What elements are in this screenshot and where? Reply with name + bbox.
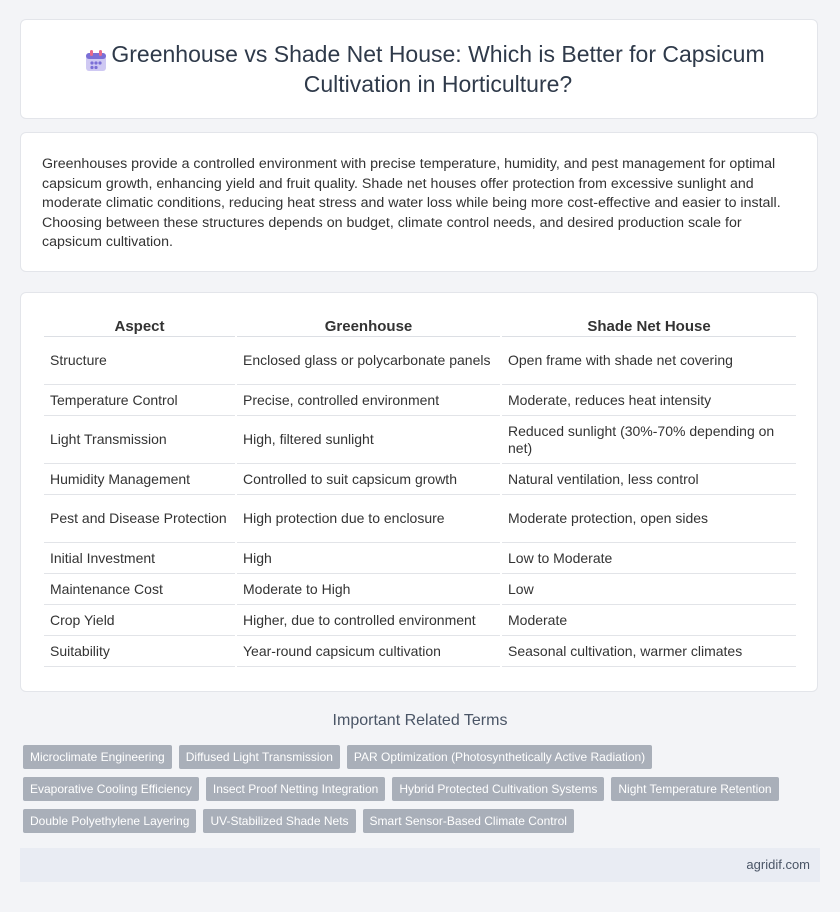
intro-card — [20, 132, 818, 272]
comparison-table — [42, 316, 798, 667]
table-row — [44, 464, 796, 495]
term-tag[interactable]: Evaporative Cooling Efficiency — [23, 777, 199, 801]
footer-site-link[interactable]: agridif.com — [746, 857, 810, 872]
cell-shade-net-house: Moderate — [502, 605, 796, 636]
column-header-greenhouse: Greenhouse — [237, 316, 500, 337]
footer-bar — [20, 848, 820, 882]
cell-aspect: Crop Yield — [44, 605, 235, 636]
table-row — [44, 385, 796, 416]
table-row — [44, 495, 796, 543]
cell-shade-net-house: Low to Moderate — [502, 543, 796, 574]
cell-greenhouse: Enclosed glass or polycarbonate panels — [237, 337, 500, 385]
table-row — [44, 543, 796, 574]
header-card — [20, 19, 818, 119]
cell-aspect: Pest and Disease Protection — [44, 495, 235, 543]
cell-shade-net-house: Natural ventilation, less control — [502, 464, 796, 495]
term-tag[interactable]: Hybrid Protected Cultivation Systems — [392, 777, 604, 801]
cell-greenhouse: High — [237, 543, 500, 574]
cell-aspect: Maintenance Cost — [44, 574, 235, 605]
term-tag[interactable]: Diffused Light Transmission — [179, 745, 340, 769]
cell-aspect: Humidity Management — [44, 464, 235, 495]
cell-greenhouse: Year-round capsicum cultivation — [237, 636, 500, 667]
cell-greenhouse: Higher, due to controlled environment — [237, 605, 500, 636]
term-tag[interactable]: Smart Sensor-Based Climate Control — [363, 809, 574, 833]
cell-shade-net-house: Moderate, reduces heat intensity — [502, 385, 796, 416]
cell-greenhouse: High, filtered sunlight — [237, 416, 500, 464]
cell-aspect: Suitability — [44, 636, 235, 667]
cell-shade-net-house: Seasonal cultivation, warmer climates — [502, 636, 796, 667]
cell-greenhouse: Precise, controlled environment — [237, 385, 500, 416]
cell-greenhouse: Moderate to High — [237, 574, 500, 605]
cell-shade-net-house: Moderate protection, open sides — [502, 495, 796, 543]
column-header-aspect: Aspect — [44, 316, 235, 337]
table-row — [44, 574, 796, 605]
cell-aspect: Initial Investment — [44, 543, 235, 574]
related-terms-list — [23, 745, 803, 833]
table-row — [44, 416, 796, 464]
term-tag[interactable]: Night Temperature Retention — [611, 777, 778, 801]
term-tag[interactable]: UV-Stabilized Shade Nets — [203, 809, 355, 833]
related-terms-title: Important Related Terms — [332, 712, 508, 729]
table-row — [44, 605, 796, 636]
cell-aspect: Structure — [44, 337, 235, 385]
table-row — [44, 337, 796, 385]
table-header-row — [44, 316, 796, 337]
cell-aspect: Temperature Control — [44, 385, 235, 416]
cell-greenhouse: Controlled to suit capsicum growth — [237, 464, 500, 495]
term-tag[interactable]: PAR Optimization (Photosynthetically Active Radiation) — [347, 745, 652, 769]
cell-shade-net-house: Low — [502, 574, 796, 605]
cell-shade-net-house: Open frame with shade net covering — [502, 337, 796, 385]
term-tag[interactable]: Double Polyethylene Layering — [23, 809, 196, 833]
cell-shade-net-house: Reduced sunlight (30%-70% depending on net) — [502, 416, 796, 464]
cell-aspect: Light Transmission — [44, 416, 235, 464]
page-title: Greenhouse vs Shade Net House: Which is Better for Capsicum Cultivation in Horticulture? — [111, 41, 765, 97]
comparison-card — [20, 292, 818, 692]
cell-greenhouse: High protection due to enclosure — [237, 495, 500, 543]
term-tag[interactable]: Microclimate Engineering — [23, 745, 172, 769]
table-row — [44, 636, 796, 667]
term-tag[interactable]: Insect Proof Netting Integration — [206, 777, 385, 801]
column-header-shade-net-house: Shade Net House — [502, 316, 796, 337]
intro-paragraph: Greenhouses provide a controlled environment with precise temperature, humidity, and pest management for optimal capsicum growth, enhancing yield and fruit quality. Shade net houses offer protection from excessive sunlight and moderate climatic conditions, reducing heat stress and water loss while being more cost-effective and easier to install. Choosing between these structures depends on budget, climate control needs, and desired production scale for capsicum cultivation. — [42, 156, 781, 251]
